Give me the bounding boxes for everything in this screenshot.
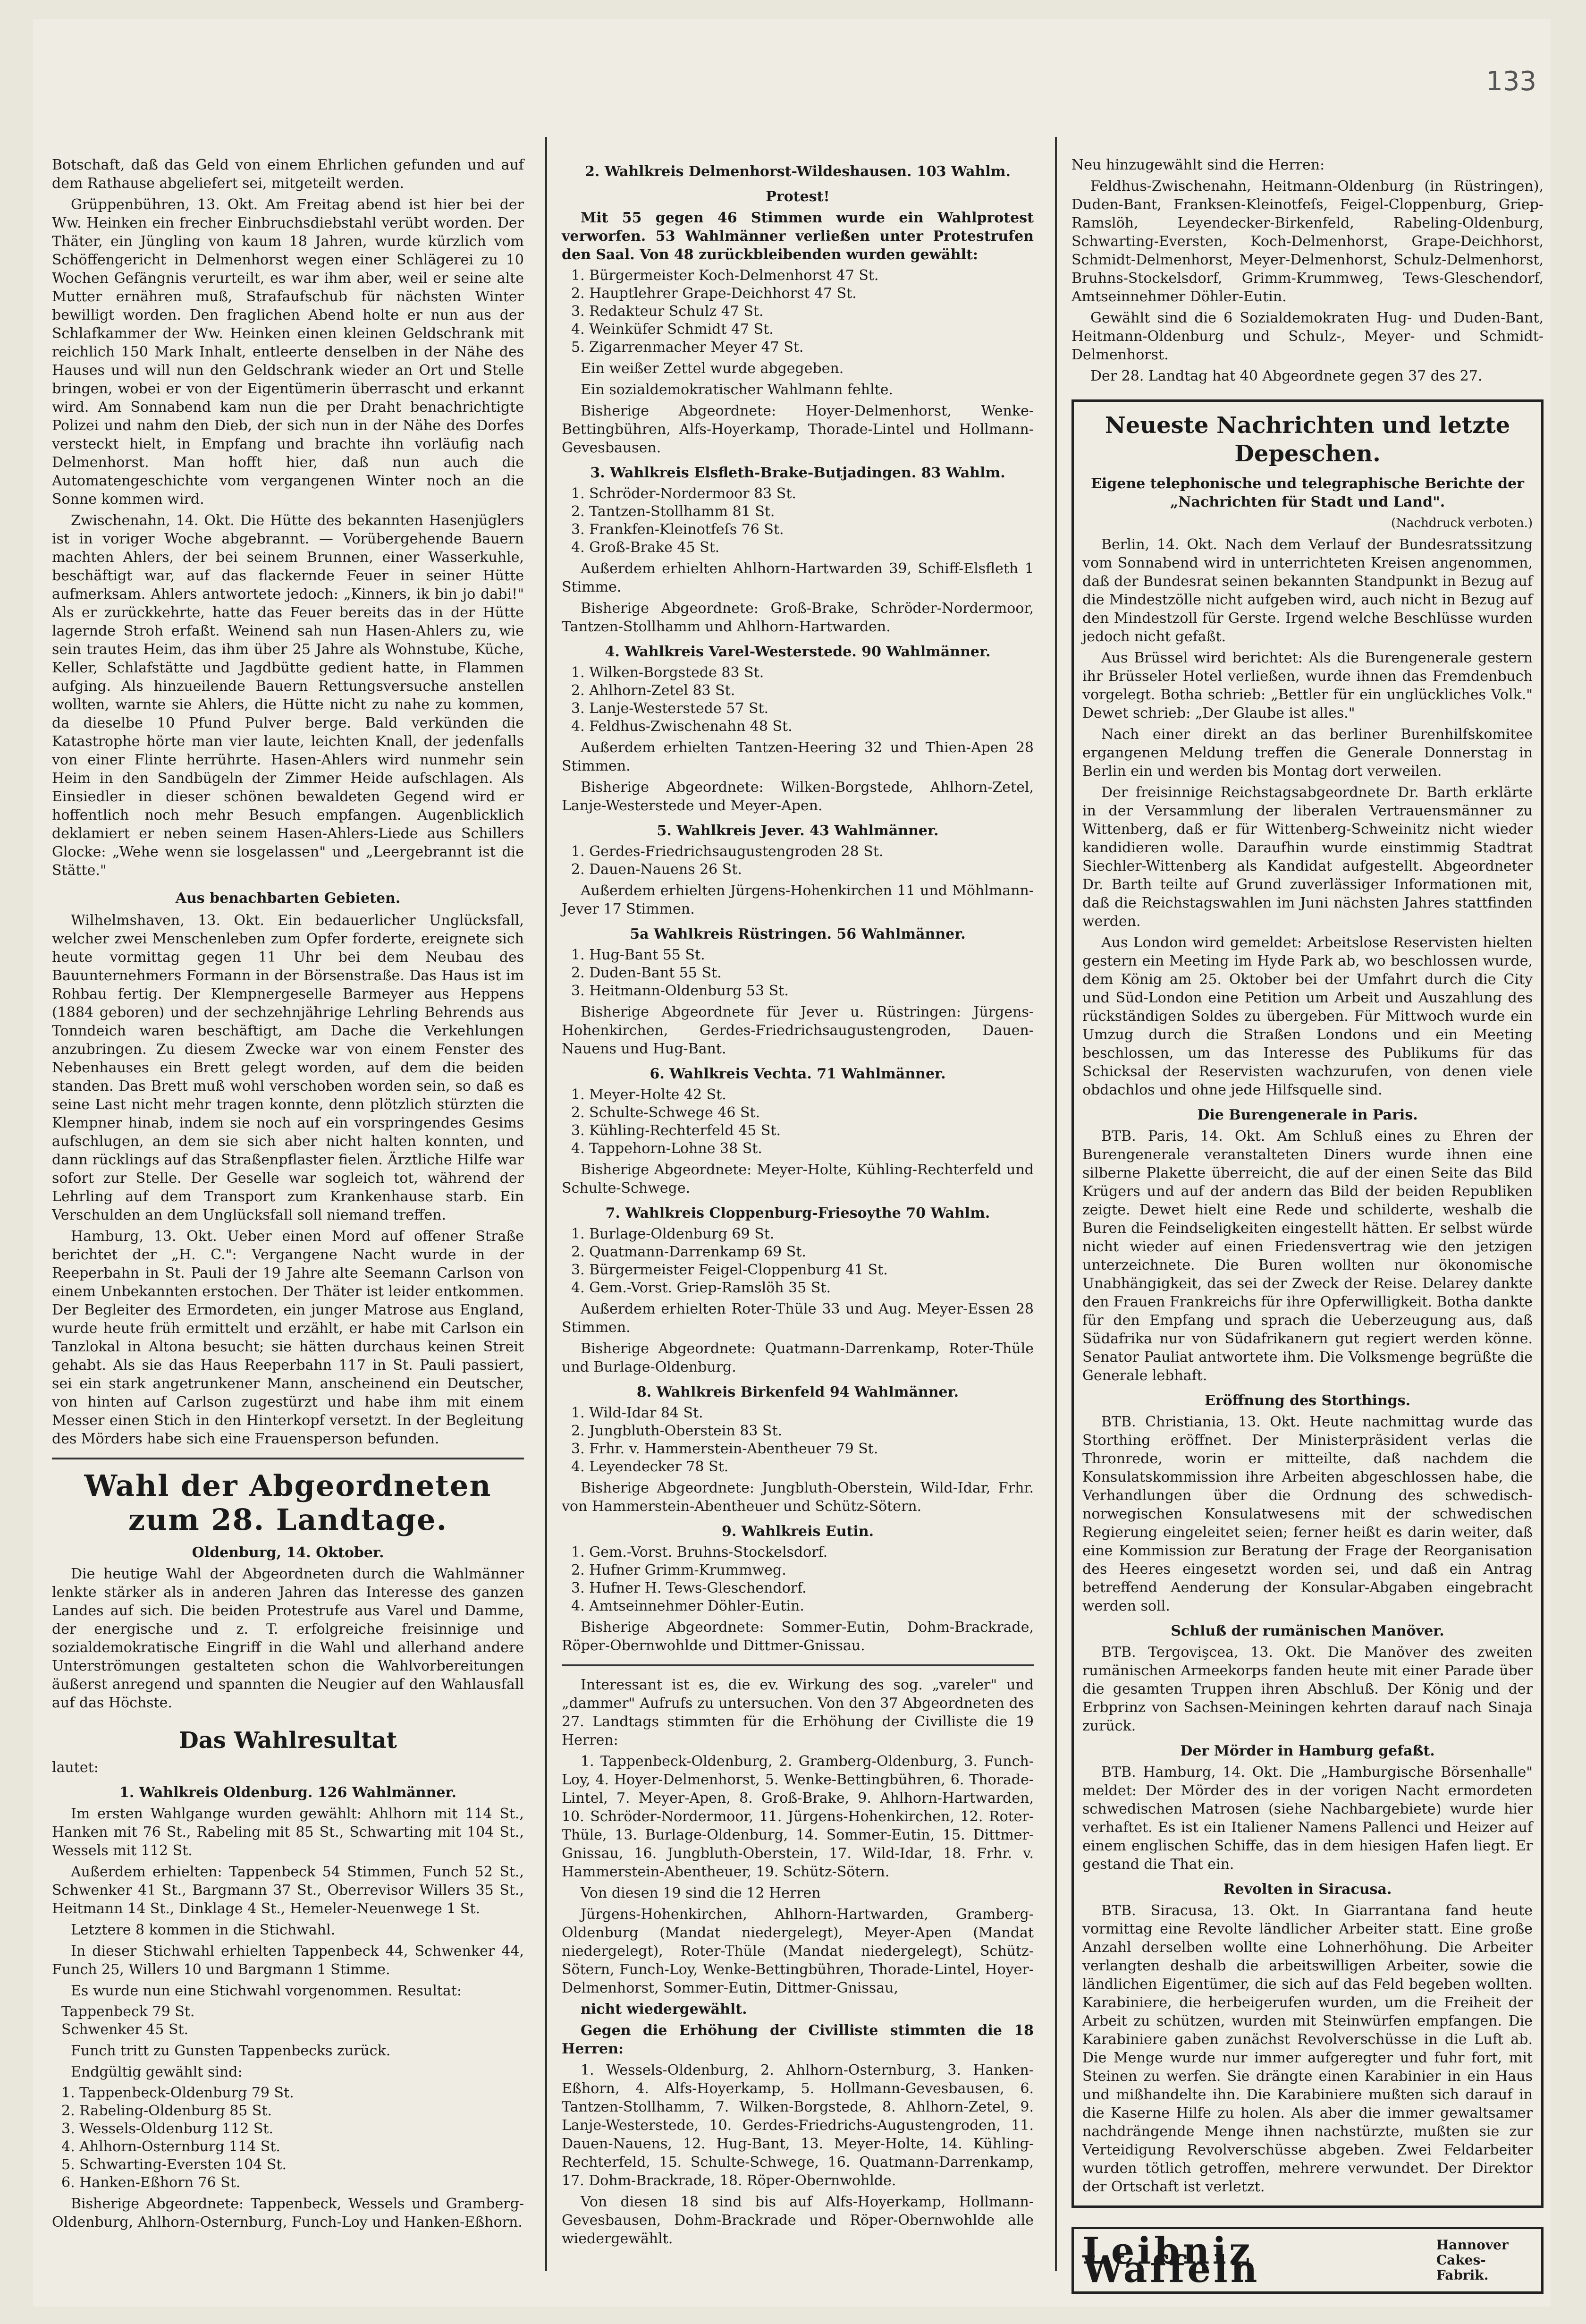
reprint-note: (Nachdruck verboten.) xyxy=(1391,516,1533,530)
list-item: 2. Duden-Bant 55 St. xyxy=(571,965,722,981)
article-paragraph: Bisherige Abgeordnete: Groß-Brake, Schröder-Nordermoor, Tantzen-Stollhamm und Ahlhorn-Hartwarden. xyxy=(562,600,1034,635)
list-item: 2. Ahlhorn-Zetel 83 St. xyxy=(571,682,735,699)
column-rule-1 xyxy=(545,137,547,2271)
district-heading: 5. Wahlkreis Jever. 43 Wahlmänner. xyxy=(657,823,939,839)
article-paragraph: BTB. Tergovişcea, 13. Okt. Die Manöver des zweiten rumänischen Armeekorps fanden heute mit einer Parade über die gesamten Truppen ihren Abschluß. Der König und der Erbprinz von Sachsen-Meiningen kehrten darauf nach Sinaja zurück. xyxy=(1082,1644,1533,1734)
article-paragraph: Bisherige Abgeordnete: Sommer-Eutin, Dohm-Brackrade, Röper-Obernwohlde und Dittmer-Gnissau. xyxy=(562,1619,1034,1654)
list-item: Tappenbeck 79 St. xyxy=(61,2003,195,2020)
article-paragraph: Berlin, 14. Okt. Nach dem Verlauf der Bundesratssitzung vom Sonnabend wird in unterrichteten Kreisen angenommen, daß der Bundesrat seinen bekannten Standpunkt in Bezug auf die Mindestzölle nicht aufgeben wird, auch nicht in Bezug auf den Mindestzoll für Gerste. Irgend welche Beschlüsse wurden jedoch nicht gefaßt. xyxy=(1082,536,1533,645)
article-paragraph: Die heutige Wahl der Abgeordneten durch die Wahlmänner lenkte stärker als in anderen Jahren das Interesse des ganzen Landes auf sich. Die beiden Protestrufe aus Varel und Damme, der energische und z. T. erfolgreiche freisinnige und sozialdemokratische Eingriff in die Wahl und allerhand andere Unterströmungen gestalteten schon die Wahlvorbereitungen äußerst anregend und spannten die Neugier auf den Wahlausfall auf das Höchste. xyxy=(52,1566,524,1711)
list-item: 2. Tantzen-Stollhamm 81 St. xyxy=(571,503,775,520)
result-list xyxy=(571,664,1034,736)
article-paragraph: Gegen die Erhöhung der Civilliste stimmten die 18 Herren: xyxy=(562,2022,1034,2057)
list-item: 3. Bürgermeister Feigel-Cloppenburg 41 St. xyxy=(571,1262,888,1278)
article-paragraph: Bisherige Abgeordnete: Quatmann-Darrenkamp, Roter-Thüle und Burlage-Oldenburg. xyxy=(562,1340,1034,1375)
article-paragraph: Interessant ist es, die ev. Wirkung des sog. „vareler" und „dammer" Aufrufs zu untersuchen. Von den 37 Abgeordneten des 27. Landtags stimmten für die Erhöhung der Civilliste die 19 Herren: xyxy=(562,1677,1034,1748)
article-paragraph: Ein weißer Zettel wurde abgegeben. xyxy=(581,360,844,377)
list-item: 4. Weinküfer Schmidt 47 St. xyxy=(571,321,774,338)
list-item: 1. Gerdes-Friedrichsaugustengroden 28 St. xyxy=(571,843,884,860)
list-item: 3. Lanje-Westerstede 57 St. xyxy=(571,700,769,717)
list-item: 4. Amtseinnehmer Döhler-Eutin. xyxy=(571,1598,804,1614)
district-heading: 6. Wahlkreis Vechta. 71 Wahlmänner. xyxy=(650,1066,946,1082)
ad-subtitle xyxy=(1436,2238,1533,2283)
article-paragraph: Endgültig gewählt sind: xyxy=(71,2064,243,2080)
section-heading: Aus benachbarten Gebieten. xyxy=(175,890,401,907)
result-list xyxy=(571,1404,1034,1476)
article-paragraph: Der freisinnige Reichstagsabgeordnete Dr. Barth erklärte in der Versammlung der liberalen Vertrauensmänner zu Wittenberg, daß er für Wittenberg-Schweinitz nicht wieder kandidieren wolle. Daraufhin wurde einstimmig Stadtrat Siechler-Wittenberg als Kandidat aufgestellt. Abgeordneter Dr. Barth teilte auf Grund zuverlässiger Informationen mit, daß die Reichstagswahlen im Juni nächsten Jahres stattfinden werden. xyxy=(1082,784,1533,930)
news-heading: Schluß der rumänischen Manöver. xyxy=(1171,1623,1444,1639)
article-paragraph: Der 28. Landtag hat 40 Abgeordnete gegen 37 des 27. xyxy=(1090,368,1483,384)
ad-city: Hannover xyxy=(1436,2237,1509,2253)
column-2 xyxy=(562,156,1034,2276)
result-list xyxy=(571,1225,1034,1297)
list-item: 1. Schröder-Nordermoor 83 St. xyxy=(571,485,796,502)
district-heading: 4. Wahlkreis Varel-Westerstede. 90 Wahlmänner. xyxy=(605,644,991,660)
list-item: 1. Tappenbeck-Oldenburg 79 St. xyxy=(61,2085,294,2101)
article-paragraph: Zwischenahn, 14. Okt. Die Hütte des bekannten Hasenjüglers ist in voriger Woche abgebrannt. — Vorübergehende Bauern machten Ahlers, der bei seinem Brunnen, einer Wasserkuhle, beschäftigt war, auf das flackernde Feuer in seiner Hütte aufmerksam. Ahlers antwortete jedoch: „Kinners, ik bin jo dabi!" Als er zurückkehrte, hatte das Feuer bereits das in der Hütte lagernde Stroh erfaßt. Weinend sah nun Hasen-Ahlers zu, wie sein trautes Heim, das ihm über 25 Jahre als Wohnstube, Küche, Keller, Schlafstätte und Jagdbütte gedient hatte, in Flammen aufging. Als hinzueilende Bauern Rettungsversuche anstellen wollten, warnte sie Ahlers, die Hütte nicht zu nahe zu kommen, da dieselbe 10 Pfund Pulver berge. Bald verkünden die Katastrophe hörte man vier laute, leichten Knall, der jedenfalls von einer Flinte herrührte. Hasen-Ahlers wird nunmehr sein Heim in den Sandbügeln der Zimmer Heide aufschlagen. Als Einsiedler in dieser schönen bewaldeten Gegend wird er hoffentlich noch mehr Besuch empfangen. Augenblicklich deklamiert er neben seinem Hasen-Ahlers-Liede aus Schillers Glocke: „Wehe wenn sie losgelassen" und „Leergebrannt ist die Stätte." xyxy=(52,512,524,879)
result-list xyxy=(571,485,1034,557)
list-item: 2. Hauptlehrer Grape-Deichhorst 47 St. xyxy=(571,285,857,302)
ad-company: Cakes-Fabrik. xyxy=(1436,2252,1489,2283)
list-item: Schwenker 45 St. xyxy=(61,2021,189,2038)
result-list xyxy=(61,2003,524,2039)
article-paragraph: nicht wiedergewählt. xyxy=(581,2001,747,2018)
result-list xyxy=(571,1544,1034,1615)
news-heading: Revolten in Siracusa. xyxy=(1223,1881,1392,1898)
article-paragraph: 1. Wessels-Oldenburg, 2. Ahlhorn-Osternburg, 3. Hanken-Eßhorn, 4. Alfs-Hoyerkamp, 5. Hollmann-Gevesbausen, 6. Tantzen-Stollhamm, 7. Wilken-Borgstede, 8. Ahlhorn-Zetel, 9. Lanje-Westerstede, 10. Gerdes-Friedrichs-Augustengroden, 11. Dauen-Nauens, 12. Hug-Bant, 13. Meyer-Holte, 14. Kühling-Rechterfeld, 15. Schulte-Schwege, 16. Quatmann-Darrenkamp, 17. Dohm-Brackrade, 18. Röper-Obernwohlde. xyxy=(562,2062,1034,2189)
result-list xyxy=(61,2084,524,2192)
article-paragraph: Aus London wird gemeldet: Arbeitslose Reservisten hielten gestern ein Meeting im Hyde Park ab, wo beschlossen wurde, dem König am 25. Oktober bei der Umfahrt durch die City und Süd-London eine Petition um Arbeit und Auszahlung des rückständigen Soldes zu übergeben. Für Mittwoch wurde ein Umzug durch die Straßen Londons und ein Meeting beschlossen, um das Interesse des Publikums für das Schicksal der Reservisten wachzurufen, von denen viele obdachlos und ohne jede Hilfsquelle sind. xyxy=(1082,934,1533,1098)
article-paragraph: Außerdem erhielten Roter-Thüle 33 und Aug. Meyer-Essen 28 Stimmen. xyxy=(562,1301,1034,1336)
district-heading: 1. Wahlkreis Oldenburg. 126 Wahlmänner. xyxy=(119,1784,456,1801)
article-paragraph: lautet: xyxy=(52,1759,99,1776)
article-paragraph: Jürgens-Hohenkirchen, Ahlhorn-Hartwarden, Gramberg-Oldenburg (Mandat niedergelegt), Meyer-Apen (Mandat niedergelegt), Roter-Thüle (Mandat niedergelegt), Schütz-Sötern, Funch-Loy, Wenke-Bettingbühren, Thorade-Lintel, Hoyer-Delmenhorst, Sommer-Eutin, Dittmer-Gnissau, xyxy=(562,1906,1034,1996)
article-paragraph: Letztere 8 kommen in die Stichwahl. xyxy=(71,1922,336,1938)
article-paragraph: Funch tritt zu Gunsten Tappenbecks zurück. xyxy=(71,2043,391,2059)
list-item: 6. Hanken-Eßhorn 76 St. xyxy=(61,2174,241,2191)
list-item: 3. Redakteur Schulz 47 St. xyxy=(571,303,764,320)
list-item: 4. Tappehorn-Lohne 38 St. xyxy=(571,1140,762,1157)
article-paragraph: Botschaft, daß das Geld von einem Ehrlichen gefunden und auf dem Rathause abgeliefert sei, mitgeteilt werden. xyxy=(52,157,524,192)
column-1 xyxy=(52,156,524,2276)
list-item: 4. Groß-Brake 45 St. xyxy=(571,539,720,556)
result-list xyxy=(571,946,1034,1000)
article-paragraph: Gewählt sind die 6 Sozialdemokraten Hug- und Duden-Bant, Heitmann-Oldenburg und Schulz-, Meyer- und Schmidt-Delmenhorst. xyxy=(1071,310,1544,363)
list-item: 2. Jungbluth-Oberstein 83 St. xyxy=(571,1423,783,1439)
article-paragraph: Außerdem erhielten Ahlhorn-Hartwarden 39, Schiff-Elsfleth 1 Stimme. xyxy=(562,560,1034,595)
page-number: 133 xyxy=(1486,66,1536,97)
district-heading: 8. Wahlkreis Birkenfeld 94 Wahlmänner. xyxy=(636,1384,959,1400)
article-paragraph: Von diesen 19 sind die 12 Herren xyxy=(581,1885,821,1901)
newspaper-page xyxy=(33,19,1551,2307)
list-item: 1. Burlage-Oldenburg 69 St. xyxy=(571,1226,775,1242)
article-paragraph: Bisherige Abgeordnete für Jever u. Rüstringen: Jürgens-Hohenkirchen, Gerdes-Friedrichsaugustengroden, Dauen-Nauens und Hug-Bant. xyxy=(562,1004,1034,1057)
list-item: 3. Frhr. v. Hammerstein-Abentheuer 79 St. xyxy=(571,1441,878,1457)
news-subtitle: Eigene telephonische und telegraphische Berichte der „Nachrichten für Stadt und Land". xyxy=(1091,475,1524,510)
result-list xyxy=(571,1086,1034,1158)
article-paragraph: Bisherige Abgeordnete: Tappenbeck, Wessels und Gramberg-Oldenburg, Ahlhorn-Osternburg, Funch-Loy und Hanken-Eßhorn. xyxy=(52,2196,524,2231)
list-item: 1. Meyer-Holte 42 St. xyxy=(571,1086,726,1103)
list-item: 2. Schulte-Schwege 46 St. xyxy=(571,1104,760,1121)
article-paragraph: Feldhus-Zwischenahn, Heitmann-Oldenburg (in Rüstringen), Duden-Bant, Franksen-Kleinotfeſs, Feigel-Cloppenburg, Griep-Ramslöh, Leyendecker-Birkenfeld, Rabeling-Oldenburg, Schwarting-Eversten, Koch-Delmenhorst, Grape-Deichhorst, Schmidt-Delmenhorst, Meyer-Delmenhorst, Schulz-Delmenhorst, Bruhns-Stockelsdorf, Grimm-Krummweg, Tews-Gleschendorf, Amtseinnehmer Döhler-Eutin. xyxy=(1071,178,1544,305)
article-paragraph: BTB. Siracusa, 13. Okt. In Giarrantana fand heute vormittag eine Revolte ländlicher Arbeiter statt. Eine große Anzahl derselben wollte eine Lohnerhöhung. Die Arbeiter verlangten deshalb die arbeitswilligen Arbeiter, sowie die ländlichen Eigentümer, die sich auf das Feld begeben wollten. Karabiniere, die herbeigerufen wurden, um die Freiheit der Arbeit zu schützen, wurden mit Steinwürfen empfangen. Die Karabiniere gaben zunächst Revolverschüsse in die Luft ab. Die Menge wurde nur immer aufgeregter und fuhr fort, mit Steinen zu werfen. Sie drängte einen Karabinier in ein Haus und mißhandelte ihn. Die Karabiniere mußten sich darauf in die Kaserne Hilfe zu holen. Als aber die immer gewaltsamer nachdrängende Menge ihnen nachstürzte, mußten sie zur Verteidigung Revolverschüsse abgeben. Zwei Feldarbeiter wurden tötlich getroffen, mehrere verwundet. Der Direktor der Ortschaft ist verletzt. xyxy=(1082,1902,1533,2195)
result-title: Das Wahlresultat xyxy=(179,1727,397,1754)
article-paragraph: Bisherige Abgeordnete: Jungbluth-Oberstein, Wild-Idar, Frhr. von Hammerstein-Abentheuer und Schütz-Sötern. xyxy=(562,1480,1034,1515)
list-item: 2. Dauen-Nauens 26 St. xyxy=(571,861,742,878)
list-item: 2. Quatmann-Darrenkamp 69 St. xyxy=(571,1244,806,1260)
ad-brand: Leibniz Waffeln xyxy=(1082,2230,1260,2291)
list-item: 3. Wessels-Oldenburg 112 St. xyxy=(61,2120,273,2137)
district-heading: 2. Wahlkreis Delmenhorst-Wildeshausen. 103 Wahlm. xyxy=(585,163,1011,180)
list-item: 3. Heitmann-Oldenburg 53 St. xyxy=(571,983,789,999)
article-paragraph: BTB. Hamburg, 14. Okt. Die „Hamburgische Börsenhalle" meldet: Der Mörder des in der vorigen Nacht ermordeten schwedischen Matrosen (siehe Nachbargebiete) wurde hier verhaftet. Es ist ein Italiener Namens Pallenci und Heizer auf einem englischen Schiffe, das in dem hiesigen Hafen liegt. Er gestand die That ein. xyxy=(1082,1764,1533,1873)
article-paragraph: Von diesen 18 sind bis auf Alfs-Hoyerkamp, Hollmann-Gevesbausen, Dohm-Brackrade und Röper-Obernwohlde alle wiedergewählt. xyxy=(562,2194,1034,2247)
article-paragraph: BTB. Paris, 14. Okt. Am Schluß eines zu Ehren der Burengenerale veranstalteten Diners wurde ihnen eine silberne Plakette überreicht, die auf der einen Seite das Bild Krügers und auf der andern das Bild der beiden Republiken zeigte. Dewet hielt eine Rede und schilderte, weshalb die Buren die Feindseligkeiten eingestellt hätten. Er selbst würde nicht wieder auf einen Friedensvertrag wie den jetzigen unterzeichnete. Die Buren wollten nur ökonomische Unabhängigkeit, das sei der Zweck der Reise. Delarey dankte den Frauen Frankreichs für ihre Opferwilligkeit. Botha dankte für den Empfang und sprach die Ueberzeugung aus, daß Südafrika nur von Südafrikanern gut regiert werden könne. Senator Pauliat antwortete ihm. Die Volksmenge begrüßte die Generale lebhaft. xyxy=(1082,1128,1533,1384)
article-paragraph: Bisherige Abgeordnete: Meyer-Holte, Kühling-Rechterfeld und Schulte-Schwege. xyxy=(562,1162,1034,1196)
article-paragraph: Nach einer direkt an das berliner Burenhilfskomitee ergangenen Meldung treffen die Generale Donnerstag in Berlin ein und werden bis Montag dort verweilen. xyxy=(1082,726,1533,780)
article-paragraph: Außerdem erhielten: Tappenbeck 54 Stimmen, Funch 52 St., Schwenker 41 St., Bargmann 37 St., Oberrevisor Willers 35 St., Heitmann 14 St., Dinklage 4 St., Hemeler-Neuenwege 1 St. xyxy=(52,1864,524,1917)
article-paragraph: In dieser Stichwahl erhielten Tappenbeck 44, Schwenker 44, Funch 25, Willers 10 und Bargmann 1 Stimme. xyxy=(52,1943,524,1978)
article-paragraph: Es wurde nun eine Stichwahl vorgenommen. Resultat: xyxy=(71,1983,462,1999)
list-item: 1. Gem.-Vorst. Bruhns-Stockelsdorf. xyxy=(571,1544,828,1561)
article-paragraph: Grüppenbühren, 13. Okt. Am Freitag abend ist hier bei der Ww. Heinken ein frecher Einbruchsdiebstahl verübt worden. Der Thäter, ein Jüngling von kaum 18 Jahren, wurde kürzlich vom Schöffengericht in Delmenhorst wegen einer Schlägerei zu 10 Wochen Gefängnis verurteilt, es war ihm aber, weil er seine alte Mutter ernähren muß, Strafaufschub für nächsten Winter bewilligt worden. Den fraglichen Abend holte er nun aus der Schlafkammer der Ww. Heinken einen kleinen Geldschrank mit reichlich 150 Mark Inhalt, entleerte denselben in der Nähe des Hauses und will nun den Geldschrank wieder an Ort und Stelle bringen, wobei er von der Eigentümerin überrascht und erkannt wird. Am Sonnabend kam nun die per Draht benachrichtigte Polizei und nahm den Dieb, der sich nun in der Nähe des Dorfes versteckt hielt, in Empfang und brachte ihn vorläufig nach Delmenhorst. Man hofft hier, daß nun auch die Automatengeschichte vom vergangenen Winter noch an die Sonne kommen wird. xyxy=(52,196,524,508)
article-paragraph: Bisherige Abgeordnete: Wilken-Borgstede, Ahlhorn-Zetel, Lanje-Westerstede und Meyer-Apen. xyxy=(562,779,1034,814)
list-item: 1. Hug-Bant 55 St. xyxy=(571,947,705,963)
list-item: 1. Wilken-Borgstede 83 St. xyxy=(571,664,764,681)
list-item: 1. Bürgermeister Koch-Delmenhorst 47 St. xyxy=(571,267,879,284)
list-item: 4. Ahlhorn-Osternburg 114 St. xyxy=(61,2138,280,2155)
district-heading: 3. Wahlkreis Elsfleth-Brake-Butjadingen. 83 Wahlm. xyxy=(590,465,1005,481)
result-list xyxy=(571,843,1034,879)
list-item: 3. Hufner H. Tews-Gleschendorf. xyxy=(571,1580,807,1596)
dateline: Oldenburg, 14. Oktober. xyxy=(192,1544,384,1561)
list-item: 4. Leyendecker 78 St. xyxy=(571,1459,729,1475)
article-paragraph: Mit 55 gegen 46 Stimmen wurde ein Wahlprotest verworfen. 53 Wahlmänner verließen unter Protestrufen den Saal. Von 48 zurückbleibenden wurden gewählt: xyxy=(562,210,1034,263)
article-paragraph: Bisherige Abgeordnete: Hoyer-Delmenhorst, Wenke-Bettingbühren, Alfs-Hoyerkamp, Thorade-Lintel und Hollmann-Gevesbausen. xyxy=(562,403,1034,456)
list-item: 2. Hufner Grimm-Krummweg. xyxy=(571,1562,786,1578)
result-list xyxy=(571,267,1034,356)
list-item: 5. Zigarrenmacher Meyer 47 St. xyxy=(571,339,804,356)
article-paragraph: 1. Tappenbeck-Oldenburg, 2. Gramberg-Oldenburg, 3. Funch-Loy, 4. Hoyer-Delmenhorst, 5. Wenke-Bettingbühren, 6. Thorade-Lintel, 7. Meyer-Apen, 8. Groß-Brake, 9. Ahlhorn-Hartwarden, 10. Schröder-Nordermoor, 11. Jürgens-Hohenkirchen, 12. Roter-Thüle, 13. Burlage-Oldenburg, 14. Sommer-Eutin, 15. Dittmer-Gnissau, 16. Jungbluth-Oberstein, 17. Wild-Idar, 18. Frhr. v. Hammerstein-Abentheuer, 19. Schütz-Sötern. xyxy=(562,1753,1034,1880)
election-title: Wahl der Abgeordneten zum 28. Landtage. xyxy=(84,1468,492,1537)
district-heading: 5a Wahlkreis Rüstringen. 56 Wahlmänner. xyxy=(630,926,966,942)
article-paragraph: Außerdem erhielten Tantzen-Heering 32 und Thien-Apen 28 Stimmen. xyxy=(562,739,1034,774)
list-item: 3. Kühling-Rechterfeld 45 St. xyxy=(571,1122,781,1139)
list-item: 2. Rabeling-Oldenburg 85 St. xyxy=(61,2103,272,2119)
news-heading: Eröffnung des Storthings. xyxy=(1204,1392,1411,1409)
article-paragraph: Außerdem erhielten Jürgens-Hohenkirchen 11 und Möhlmann-Jever 17 Stimmen. xyxy=(562,882,1034,917)
article-paragraph: Aus Brüssel wird berichtet: Als die Burengenerale gestern ihr Brüsseler Hotel verließen, wurde ihnen das Fremdenbuch vorgelegt. Botha schrieb: „Bettler für ein unglückliches Volk." Dewet schrieb: „Der Glaube ist alles." xyxy=(1082,650,1533,721)
district-heading: 9. Wahlkreis Eutin. xyxy=(721,1523,874,1540)
news-title: Neueste Nachrichten und letzte Depeschen. xyxy=(1105,412,1510,467)
article-paragraph: Im ersten Wahlgange wurden gewählt: Ahlhorn mit 114 St., Hanken mit 76 St., Rabeling mit 85 St., Schwarting mit 104 St., Wessels mit 112 St. xyxy=(52,1806,524,1859)
column-3 xyxy=(1071,156,1544,2291)
news-section xyxy=(1071,399,1544,2208)
news-heading: Die Burengenerale in Paris. xyxy=(1197,1107,1418,1123)
article-paragraph: Neu hinzugewählt sind die Herren: xyxy=(1071,157,1325,173)
district-heading: 7. Wahlkreis Cloppenburg-Friesoythe 70 Wahlm. xyxy=(605,1205,990,1221)
article-paragraph: Hamburg, 13. Okt. Ueber einen Mord auf offener Straße berichtet der „H. C.": Vergangene Nacht wurde in der Reeperbahn in St. Pauli der 19 Jahre alte Seemann Carlson von einem Unbekannten erstochen. Der Thäter ist leider entkommen. Der Begleiter des Ermordeten, ein junger Matrose aus England, wurde heute früh ermittelt und erzählt, er habe mit Carlson ein Tanzlokal in Altona besucht; sie hätten durchaus keinen Streit gehabt. Als sie das Haus Reeperbahn 117 in St. Pauli passiert, sei ein stark angetrunkener Mann, anscheinend ein Deutscher, von hinten auf Carlson zugestürzt und habe ihm mit einem Messer einen Stich in den Hinterkopf versetzt. In der Begleitung des Mörders habe sich eine Frauensperson befunden. xyxy=(52,1228,524,1447)
column-rule-2 xyxy=(1055,137,1057,2271)
protest-heading: Protest! xyxy=(766,188,830,205)
divider xyxy=(562,1664,1034,1666)
list-item: 1. Wild-Idar 84 St. xyxy=(571,1405,703,1421)
list-item: 4. Feldhus-Zwischenahn 48 St. xyxy=(571,718,793,735)
list-item: 3. Frankfen-Kleinotfeſs 76 St. xyxy=(571,521,784,538)
article-paragraph: Ein sozialdemokratischer Wahlmann fehlte. xyxy=(581,382,894,398)
list-item: 4. Gem.-Vorst. Griep-Ramslöh 35 St. xyxy=(571,1280,831,1296)
news-heading: Der Mörder in Hamburg gefaßt. xyxy=(1180,1743,1435,1759)
list-item: 5. Schwarting-Eversten 104 St. xyxy=(61,2156,287,2173)
advertisement xyxy=(1071,2227,1544,2294)
divider xyxy=(52,1458,524,1459)
article-paragraph: Wilhelmshaven, 13. Okt. Ein bedauerlicher Unglücksfall, welcher zwei Menschenleben zum Opfer forderte, ereignete sich heute vormittag gegen 11 Uhr bei dem Neubau des Bauunternehmers Formann in der Börsenstraße. Das Haus ist im Rohbau fertig. Der Klempnergeselle Barmeyer aus Heppens (1884 geboren) und der sechzehnjährige Lehrling Behrends aus Tonndeich waren beschäftigt, am Dache die Verkehlungen anzubringen. Zu diesem Zwecke war von einem Fenster des Nebenhauses ein Brett gelegt worden, auf dem die beiden standen. Das Brett muß wohl verschoben worden sein, so daß es seine Last nicht mehr tragen konnte, denn plötzlich stürzten die Klempner hinab, indem sie noch auf ein vorspringendes Gesims aufschlugen, an dem sie sich aber nicht halten konnten, und dann rücklings auf das Straßenpflaster fielen. Ärztliche Hilfe war sofort zur Stelle. Der Geselle war sogleich tot, während der Lehrling auf dem Transport zum Krankenhause starb. Ein Verschulden an dem Unglücksfall soll niemand treffen. xyxy=(52,912,524,1223)
article-paragraph: BTB. Christiania, 13. Okt. Heute nachmittag wurde das Storthing eröffnet. Der Ministerpräsident verlas die Thronrede, worin er mitteilte, daß nachdem die Konsulatskommission ihre Arbeiten abgeschlossen habe, die Verhandlungen über die Ordnung des schwedisch-norwegischen Konsulatwesens mit der schwedischen Regierung eingeleitet seien; ferner heißt es darin weiter, daß eine Kommission zur Beratung der Frage der Reorganisation des Heeres eingesetzt worden sei, und daß ein Antrag betreffend Aenderung der Konsular-Abgaben eingebracht werden soll. xyxy=(1082,1414,1533,1614)
